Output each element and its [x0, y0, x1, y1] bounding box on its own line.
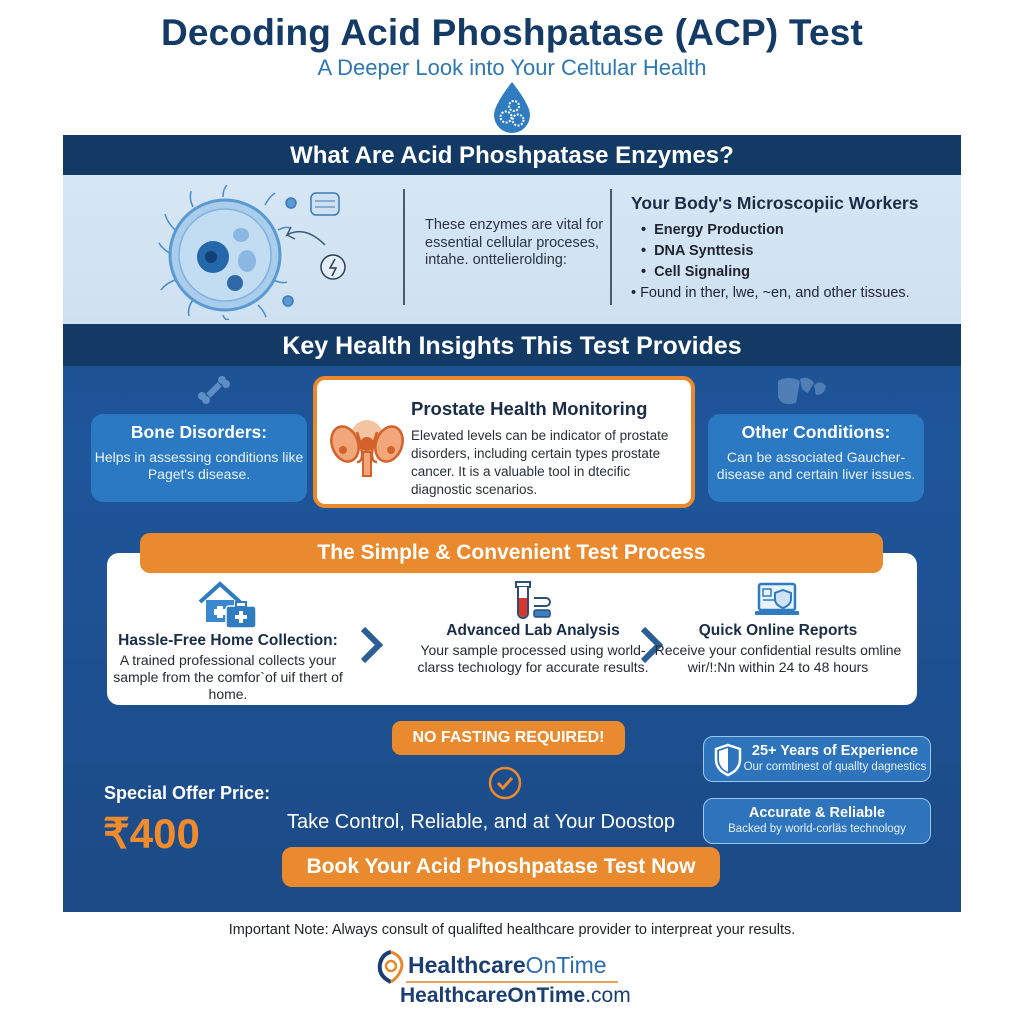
test-tube-icon [510, 580, 556, 620]
step-body: Your sample processed using world-clarss techıology for accurate results. [417, 642, 649, 675]
laptop-shield-icon [753, 580, 803, 620]
badge-body: Our cormtinest of quallty dagnestics [743, 761, 927, 773]
brand-logo[interactable] [376, 950, 656, 1020]
no-fasting-badge: NO FASTING REQUIRED! [392, 721, 625, 755]
insight-card-prostate [313, 376, 695, 508]
found-in-text: • Found in ther, lwe, ~en, and other tissues. [631, 283, 951, 304]
divider [403, 189, 405, 305]
check-circle-icon [487, 765, 523, 801]
worker-item: • Energy Production [631, 220, 951, 241]
liver-icon [776, 375, 826, 407]
process-step-lab-analysis [408, 580, 658, 676]
tagline: Take Control, Reliable, and at Your Doostop [287, 811, 676, 833]
main-panel [63, 135, 961, 912]
experience-badge [703, 736, 931, 782]
insight-body: Can be associated Gaucher-disease and certain liver issues. [716, 449, 916, 482]
brand-url[interactable] [400, 984, 631, 1008]
section-heading-enzymes: What Are Acid Phoshpatase Enzymes? [63, 135, 961, 175]
accuracy-badge [703, 798, 931, 844]
badge-body: Backed by world-corläs technology [728, 823, 906, 835]
enzymes-description: These enzymes are vital for essential cellular proceses, intahe. onttelierolding: [425, 217, 604, 268]
prostate-icon [329, 414, 405, 484]
book-test-button[interactable]: Book Your Acid Phoshpatase Test Now [282, 847, 720, 887]
shield-icon [714, 743, 742, 777]
page-subtitle: A Deeper Look into Your Celtular Health [317, 55, 707, 80]
insight-title: Prostate Health Monitoring [411, 398, 648, 419]
brand-name-bold: Healthcare [408, 952, 526, 978]
section-heading-process: The Simple & Convenient Test Process [140, 533, 883, 573]
step-title: Advanced Lab Analysis [446, 622, 620, 639]
insight-body: Helps in assessing conditions like Paget's disease. [94, 449, 304, 482]
worker-item: • Cell Signaling [631, 262, 951, 283]
page-title: Decoding Acid Phoshpatase (ACP) Test [160, 12, 864, 53]
workers-title: Your Body's Microscopiic Workers [631, 193, 919, 213]
step-body: Receive your confidential results omline wir/!:Nn within 24 to 48 hours [654, 642, 902, 675]
section-heading-insights: Key Health Insights This Test Provides [63, 324, 961, 366]
process-step-online-reports [653, 580, 903, 676]
insight-title: Bone Disorders: [130, 422, 268, 442]
offer-price: ₹400 [103, 810, 200, 857]
bone-icon [198, 375, 230, 405]
step-title: Hassle-Free Home Collection: [118, 632, 338, 649]
brand-logo-icon [376, 950, 406, 984]
home-medical-kit-icon [196, 580, 260, 630]
step-body: A trained professional collects your sample from the comfor`of uif thert of home. [113, 652, 343, 702]
brand-url-tld: .com [585, 984, 631, 1007]
offer-price-label: Special Offer Price: [104, 783, 271, 803]
insight-body: Elevated levels can be indicator of prostate disorders, including certain types prostate cancer. It is a valuable tool in dtecific diagnostic scenarios. [411, 428, 669, 497]
brand-url-bold: HealthcareOnTime [400, 984, 586, 1007]
brand-name-light: OnTime [525, 952, 607, 978]
insight-card-bone [91, 414, 307, 502]
badge-title: Accurate & Reliable [748, 805, 886, 821]
blood-drop-gears-icon [488, 80, 536, 134]
process-step-home-collection [103, 580, 353, 703]
step-title: Quick Online Reports [698, 622, 858, 639]
divider [610, 189, 612, 305]
badge-title: 25+ Years of Experience [751, 743, 919, 759]
workers-list-block [631, 193, 951, 304]
insight-card-other [708, 414, 924, 502]
cell-diagram-icon [153, 185, 383, 320]
worker-item: • DNA Synttesis [631, 241, 951, 262]
brand-name [408, 952, 607, 979]
chevron-right-icon [359, 625, 383, 665]
brand-underline [406, 981, 618, 983]
enzymes-section [63, 175, 961, 324]
insight-title: Other Conditions: [741, 422, 891, 442]
important-note: Important Note: Always consult of qualifted healthcare provider to interpreat your results. [228, 922, 796, 938]
